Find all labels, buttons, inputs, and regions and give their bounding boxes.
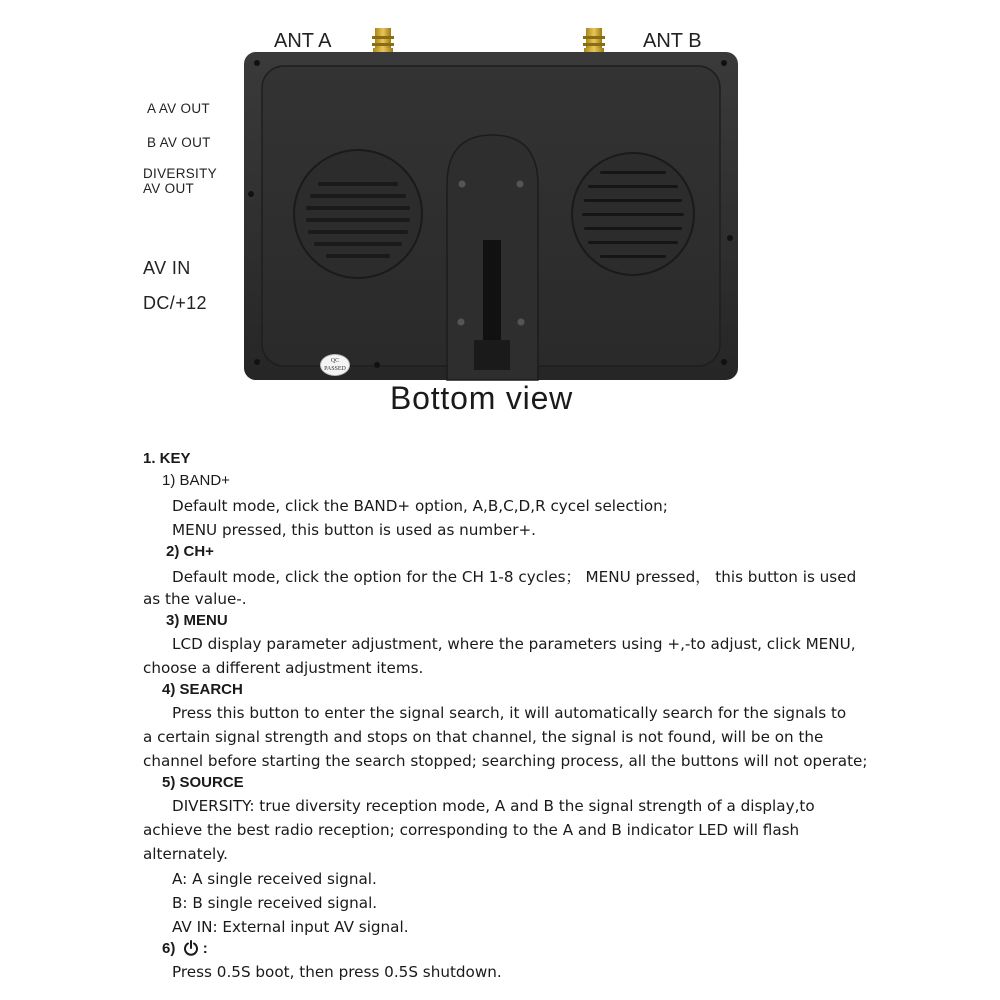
band-title-text: 1) BAND+ bbox=[162, 472, 230, 489]
source-avin-desc: AV IN: External input AV signal. bbox=[172, 918, 409, 936]
power-title-colon: : bbox=[202, 940, 208, 957]
band-line-2: MENU pressed, this button is used as number+. bbox=[172, 521, 537, 539]
source-a-desc: A: A single received signal. bbox=[172, 870, 377, 888]
antenna-b-label: ANT B bbox=[643, 30, 702, 52]
ch-line-1: Default mode, click the option for the CH 1-8 cycles； MENU pressed， this button is used bbox=[172, 568, 857, 586]
source-line-1: DIVERSITY: true diversity reception mode, A and B the signal strength of a display,to bbox=[172, 797, 815, 815]
port-label-a-av-out: A AV OUT bbox=[147, 101, 210, 116]
port-label-diversity-av-out: DIVERSITY AV OUT bbox=[143, 166, 217, 196]
power-title bbox=[162, 940, 208, 960]
source-b-desc: B: B single received signal. bbox=[172, 894, 378, 912]
qc-badge-top: QC bbox=[330, 358, 340, 364]
port-label-dc-12: DC/+12 bbox=[143, 293, 207, 313]
port-label-av-in: AV IN bbox=[143, 258, 191, 278]
qc-badge-bottom: PASSED bbox=[324, 366, 346, 372]
kickstand bbox=[447, 135, 538, 380]
ch-line-2: as the value-. bbox=[143, 590, 247, 608]
antenna-a-connector bbox=[372, 28, 394, 54]
diagram-caption: Bottom view bbox=[390, 380, 574, 416]
menu-line-2: choose a different adjustment items. bbox=[143, 659, 424, 677]
power-icon bbox=[183, 940, 199, 960]
search-title: 4) SEARCH bbox=[162, 681, 243, 698]
search-line-1: Press this button to enter the signal search, it will automatically search for the signals to bbox=[172, 704, 847, 722]
power-line-1: Press 0.5S boot, then press 0.5S shutdown. bbox=[172, 963, 502, 981]
right-speaker-grille bbox=[572, 153, 694, 275]
section-heading: 1. KEY bbox=[143, 450, 191, 467]
left-speaker-grille bbox=[294, 150, 422, 278]
search-line-2: a certain signal strength and stops on that channel, the signal is not found, will be on the bbox=[143, 728, 824, 746]
band-line-1: Default mode, click the BAND+ option, A,B,C,D,R cycel selection; bbox=[172, 497, 668, 515]
antenna-b-connector bbox=[583, 28, 605, 54]
power-title-number: 6) bbox=[162, 940, 176, 957]
source-line-3: alternately. bbox=[143, 845, 228, 863]
monitor-back-illustration bbox=[0, 0, 1000, 420]
menu-line-1: LCD display parameter adjustment, where the parameters using +,-to adjust, click MENU, bbox=[172, 635, 856, 653]
band-title bbox=[162, 472, 230, 489]
menu-title: 3) MENU bbox=[166, 612, 228, 629]
source-title: 5) SOURCE bbox=[162, 774, 244, 791]
antenna-a-label: ANT A bbox=[274, 30, 332, 52]
source-line-2: achieve the best radio reception; corresponding to the A and B indicator LED will flash bbox=[143, 821, 800, 839]
qc-passed-sticker bbox=[320, 354, 350, 376]
ch-title: 2) CH+ bbox=[166, 543, 214, 560]
search-line-3: channel before starting the search stopped; searching process, all the buttons will not operate; bbox=[143, 752, 868, 770]
device-diagram bbox=[0, 0, 1000, 420]
port-label-b-av-out: B AV OUT bbox=[147, 135, 211, 150]
